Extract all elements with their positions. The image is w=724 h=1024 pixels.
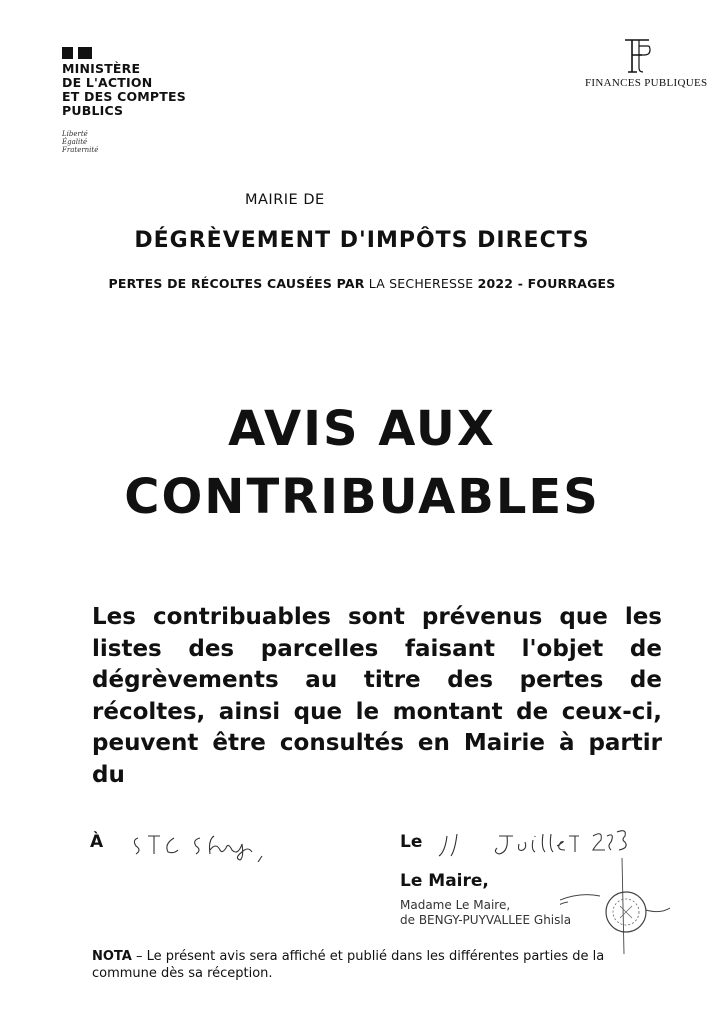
ministry-name xyxy=(62,62,186,118)
avis-heading xyxy=(0,395,724,531)
avis-line-2: CONTRIBUABLES xyxy=(124,469,600,525)
notice-subtitle xyxy=(0,276,724,291)
marianne-logo-icon xyxy=(62,47,96,59)
motto-line: Liberté xyxy=(62,130,88,138)
motto-line: Égalité xyxy=(62,138,88,146)
maire-label: Le Maire, xyxy=(400,871,489,891)
motto-line: Fraternité xyxy=(62,146,99,154)
ministry-line: PUBLICS xyxy=(62,103,124,118)
notice-title: DÉGRÈVEMENT D'IMPÔTS DIRECTS xyxy=(134,228,590,253)
signatory-title: Madame Le Maire, xyxy=(400,898,511,912)
finances-publiques-logo-icon xyxy=(622,38,652,74)
notice-body: Les contribuables sont prévenus que les listes des parcelles faisant l'objet de dégrèvements au titre des pertes de récoltes, ainsi que le montant de ceux-ci, peuvent être consultés en Mairie à partir du xyxy=(92,604,662,788)
mairie-label: MAIRIE DE xyxy=(245,192,325,208)
finances-publiques-label: FINANCES PUBLIQUES xyxy=(585,77,708,89)
nota-text xyxy=(92,948,652,982)
subtitle-tail: 2022 - FOURRAGES xyxy=(477,276,616,291)
ministry-line: ET DES COMPTES xyxy=(62,89,186,104)
nota-label: NOTA xyxy=(92,949,132,964)
date-label: Le xyxy=(400,832,423,852)
subtitle-bold: PERTES DE RÉCOLTES CAUSÉES PAR xyxy=(108,276,365,291)
republic-motto xyxy=(62,130,98,154)
nota-body: – Le présent avis sera affiché et publié dans les différentes parties de la commune dès sa réception. xyxy=(92,949,605,981)
handwritten-place-icon xyxy=(130,828,300,862)
subtitle-rest: LA SECHERESSE xyxy=(368,276,474,291)
mayor-stamp-signature-icon xyxy=(560,850,670,960)
ministry-line: DE L'ACTION xyxy=(62,75,153,90)
ministry-line: MINISTÈRE xyxy=(62,61,141,76)
avis-line-1: AVIS AUX xyxy=(228,401,496,457)
place-label: À xyxy=(90,832,104,852)
signatory-name: de BENGY-PUYVALLEE Ghisla xyxy=(400,913,572,927)
